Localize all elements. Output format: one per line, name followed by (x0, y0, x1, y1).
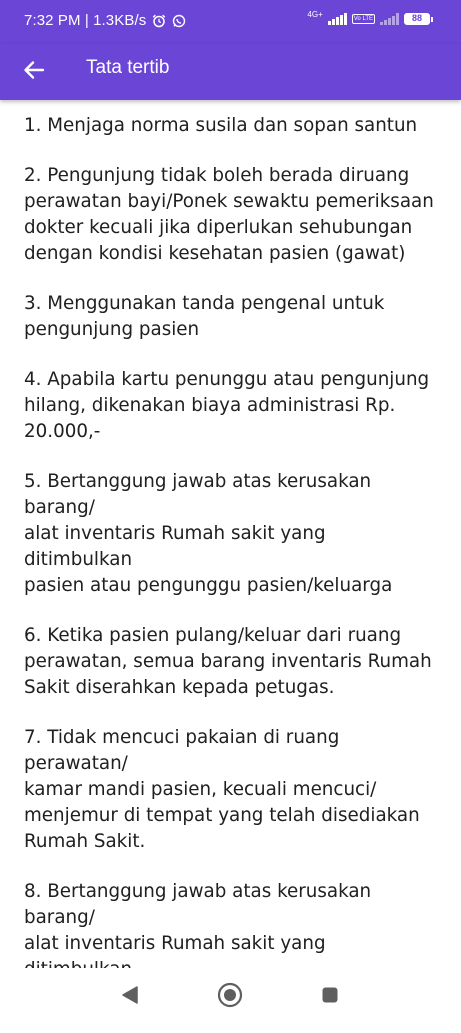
rule-item: 3. Menggunakan tanda pengenal untuk pengunjung pasien (24, 293, 385, 340)
back-button[interactable] (14, 52, 54, 92)
alarm-icon (152, 14, 166, 28)
rule-item: 8. Bertanggung jawab atas kerusakan barang/ alat inventaris Rumah sakit yang (24, 881, 372, 954)
rule-item: 6. Ketika pasien pulang/keluar dari ruang perawatan, semua barang inventaris Rumah Sakit diserahkan kepada petugas. (24, 625, 432, 698)
whatsapp-icon (172, 14, 186, 28)
nav-home-icon (217, 982, 243, 1013)
nav-recents-button[interactable] (315, 982, 345, 1012)
arrow-back-icon (23, 59, 45, 86)
network-type: 4G+ (307, 10, 323, 19)
page-title: Tata tertib (86, 57, 170, 78)
status-right (307, 10, 433, 25)
signal-icon (328, 13, 347, 25)
rule-item: 7. Tidak mencuci pakaian di ruang perawatan/ kamar mandi pasien, kecuali mencuci/ menjemur di tempat yang telah disediakan Rumah Sakit. (24, 727, 420, 852)
system-nav-bar (0, 968, 461, 1024)
status-left (24, 12, 186, 29)
signal-2-icon (380, 13, 399, 25)
status-time-speed: 7:32 PM | 1.3KB/s (24, 12, 147, 29)
nav-back-button[interactable] (115, 982, 145, 1012)
battery-icon (404, 13, 433, 25)
rules-list (24, 113, 436, 1033)
app-bar (0, 44, 461, 100)
nav-back-icon (121, 985, 139, 1010)
nav-recents-icon (321, 986, 339, 1009)
status-bar (0, 0, 461, 44)
rule-item: 2. Pengunjung tidak boleh berada diruang perawatan bayi/Ponek sewaktu pemeriksaan dokter kecuali jika diperlukan sehubungan dengan kondisi kesehatan pasien (gawat) (24, 165, 434, 264)
rule-item: 4. Apabila kartu penunggu atau pengunjung hilang, dikenakan biaya administrasi Rp. 20.000,- (24, 369, 430, 442)
rule-item: 1. Menjaga norma susila dan sopan santun (24, 115, 418, 136)
nav-home-button[interactable] (215, 982, 245, 1012)
rule-item: 5. Bertanggung jawab atas kerusakan barang/ alat inventaris Rumah sakit yang ditimbulkan pasien atau pengunggu pasien/keluarga (24, 471, 393, 596)
volte-icon: Vo LTE (353, 16, 373, 22)
battery-level: 88 (404, 13, 430, 25)
